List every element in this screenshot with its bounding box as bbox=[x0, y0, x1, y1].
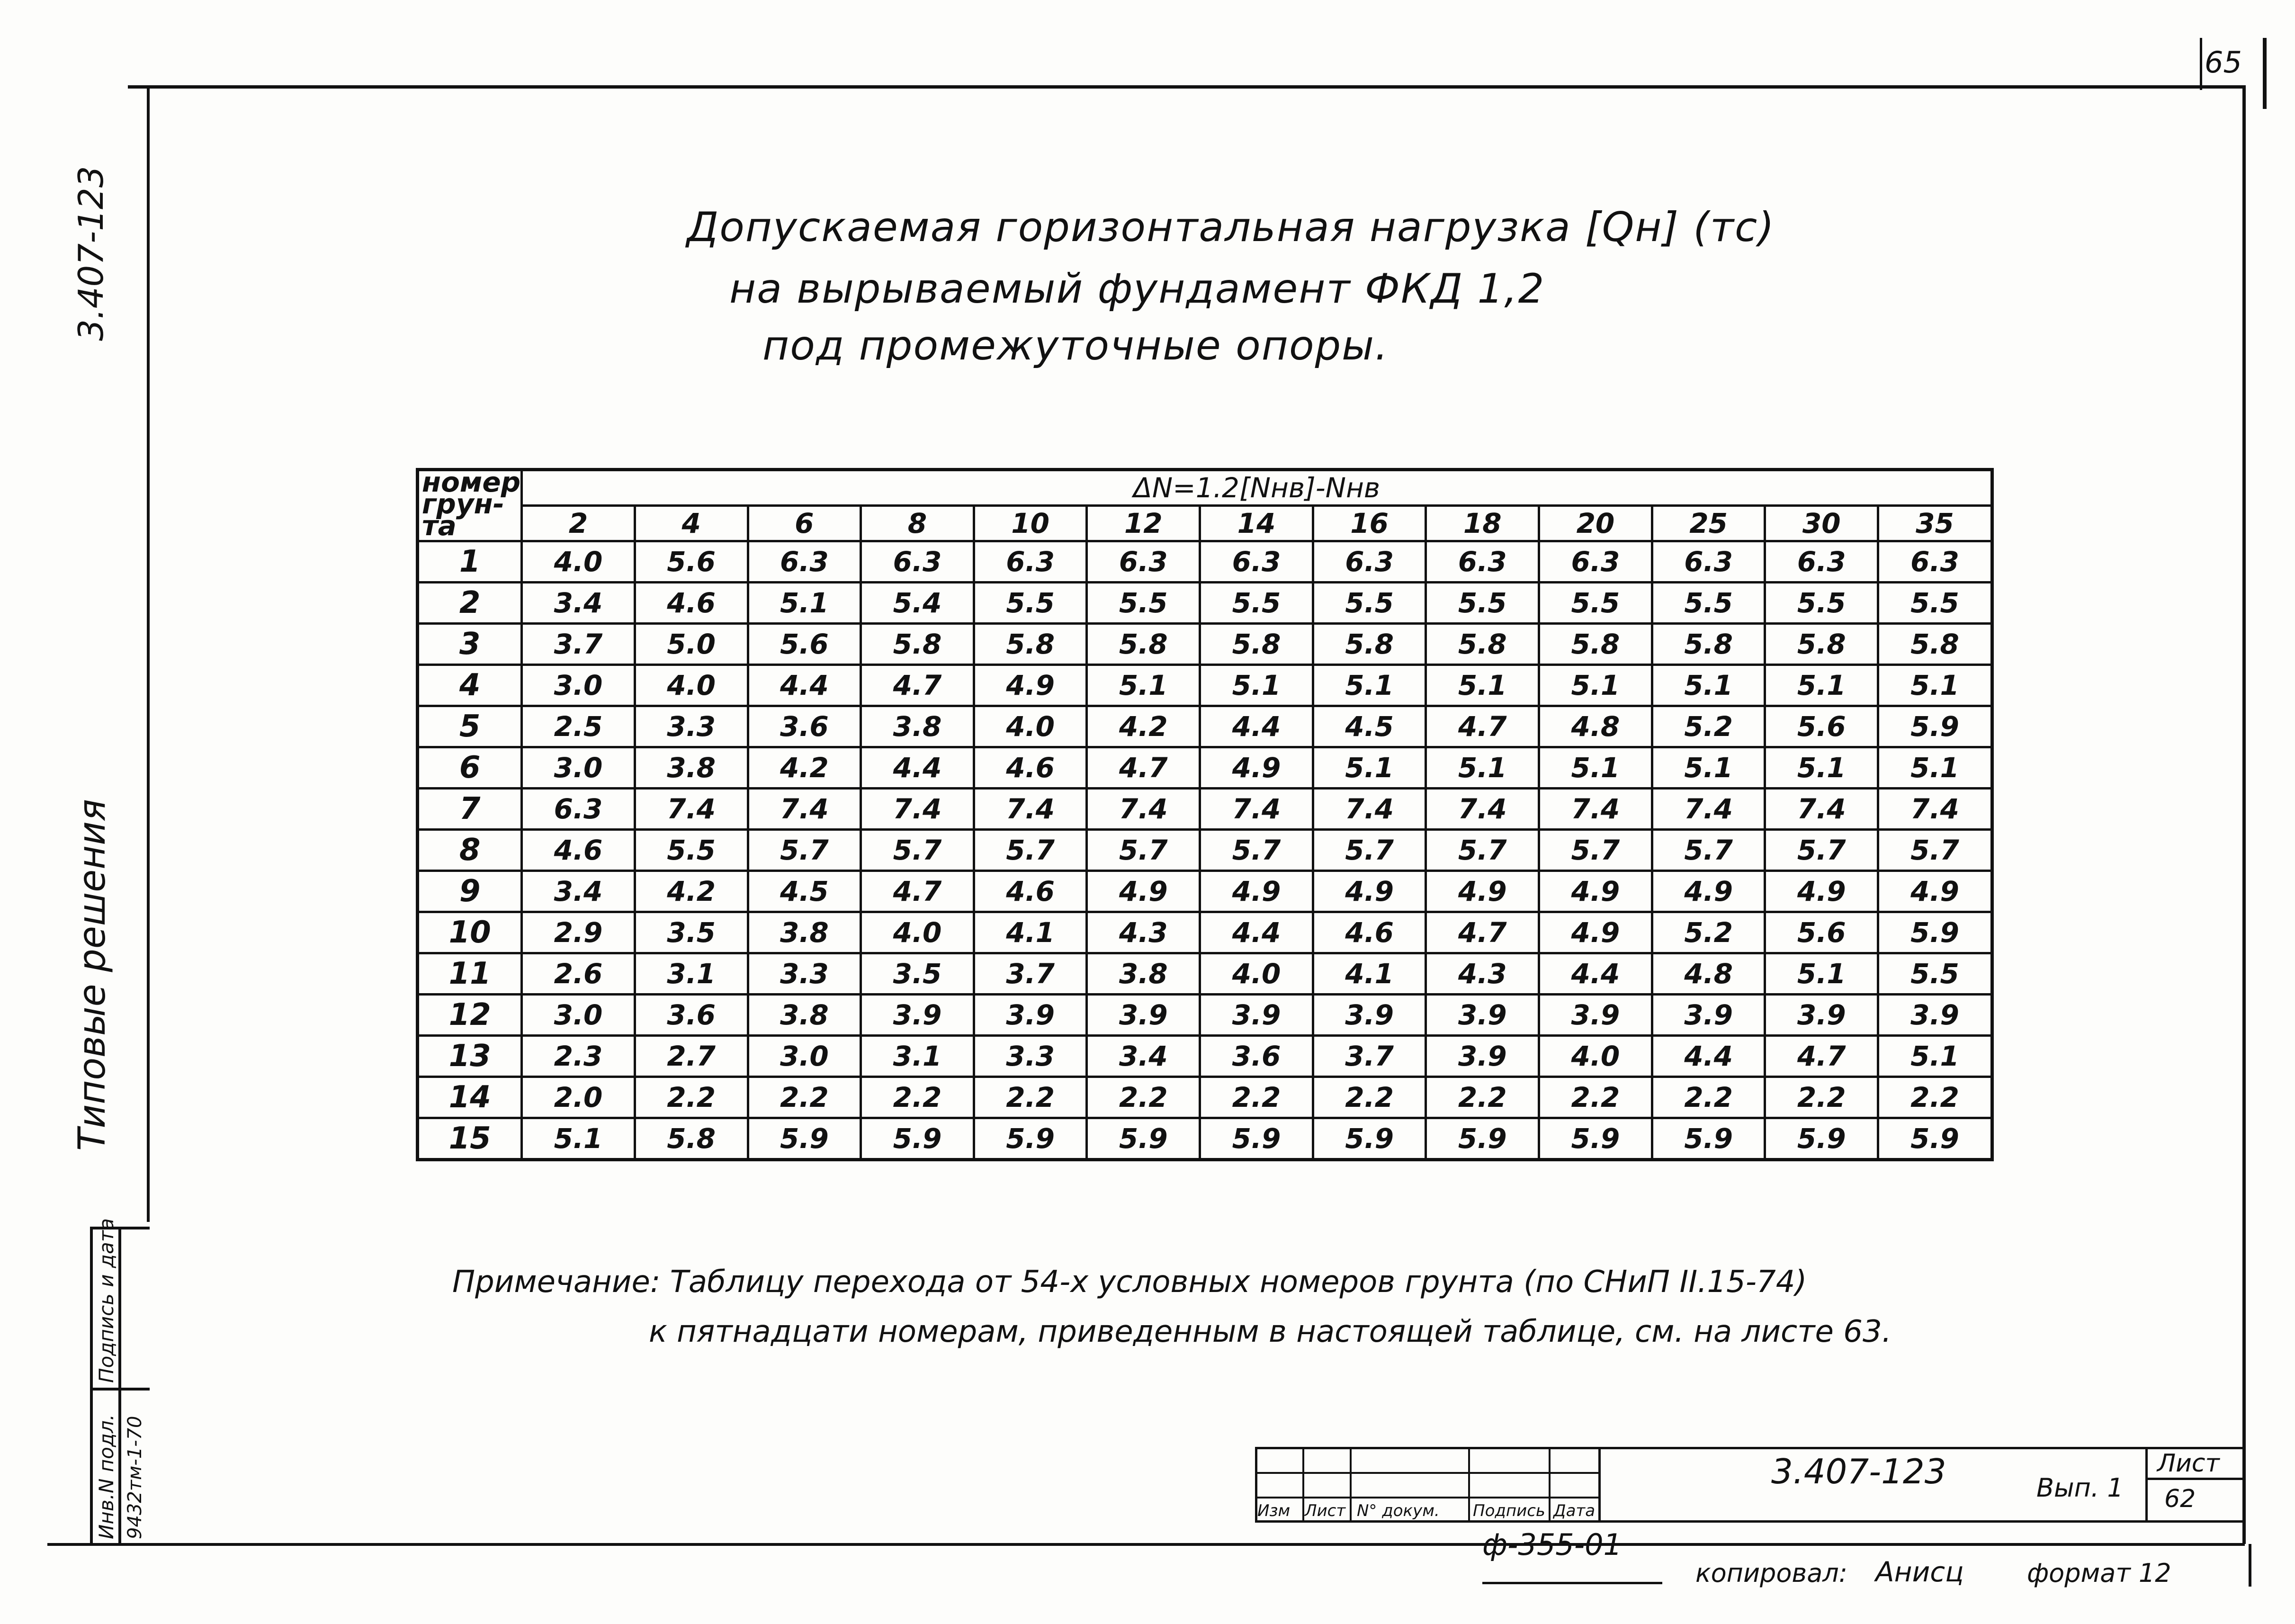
load-value: 5.1 bbox=[1200, 665, 1313, 706]
corner-page-number: 65 bbox=[2205, 45, 2242, 80]
title-block-line bbox=[1302, 1447, 1304, 1523]
load-value: 5.7 bbox=[1426, 830, 1539, 871]
load-value: 5.9 bbox=[1765, 1118, 1878, 1160]
load-value: 6.3 bbox=[1426, 541, 1539, 583]
table-row bbox=[418, 541, 1992, 583]
soil-number: 6 bbox=[418, 747, 522, 789]
soil-number: 10 bbox=[418, 912, 522, 953]
corner-divider bbox=[2200, 38, 2202, 90]
load-value: 2.2 bbox=[1539, 1077, 1652, 1118]
column-header: 6 bbox=[748, 506, 861, 541]
load-value: 7.4 bbox=[1652, 789, 1765, 830]
load-value: 5.5 bbox=[974, 583, 1087, 624]
load-value: 4.0 bbox=[522, 541, 635, 583]
load-value: 5.4 bbox=[861, 583, 974, 624]
load-value: 4.0 bbox=[635, 665, 748, 706]
load-value: 7.4 bbox=[1087, 789, 1200, 830]
load-value: 2.2 bbox=[1878, 1077, 1992, 1118]
load-value: 3.5 bbox=[861, 953, 974, 995]
frame-left-inner bbox=[147, 85, 150, 1222]
load-value: 7.4 bbox=[1313, 789, 1426, 830]
load-value: 4.9 bbox=[1539, 871, 1652, 912]
load-value: 5.1 bbox=[1313, 665, 1426, 706]
load-value: 7.4 bbox=[748, 789, 861, 830]
soil-number: 1 bbox=[418, 541, 522, 583]
col-label: N° докум. bbox=[1357, 1501, 1440, 1520]
load-value: 7.4 bbox=[1765, 789, 1878, 830]
load-value: 6.3 bbox=[1087, 541, 1200, 583]
load-value: 4.9 bbox=[1313, 871, 1426, 912]
load-value: 4.3 bbox=[1426, 953, 1539, 995]
load-value: 5.1 bbox=[1765, 665, 1878, 706]
load-value: 3.8 bbox=[1087, 953, 1200, 995]
load-value: 3.0 bbox=[522, 995, 635, 1036]
load-value: 7.4 bbox=[1539, 789, 1652, 830]
load-value: 4.1 bbox=[1313, 953, 1426, 995]
column-header: 12 bbox=[1087, 506, 1200, 541]
load-value: 4.0 bbox=[974, 706, 1087, 747]
table-row bbox=[418, 624, 1992, 665]
load-value: 6.3 bbox=[1652, 541, 1765, 583]
frame-bottom bbox=[47, 1543, 2245, 1546]
copied-label: копировал: bbox=[1695, 1558, 1847, 1588]
table-row bbox=[418, 747, 1992, 789]
sheet-label: Лист bbox=[2157, 1449, 2220, 1478]
load-value: 3.8 bbox=[748, 995, 861, 1036]
load-value: 3.9 bbox=[861, 995, 974, 1036]
load-value: 5.1 bbox=[1539, 747, 1652, 789]
load-value: 5.9 bbox=[1313, 1118, 1426, 1160]
load-value: 5.9 bbox=[1878, 912, 1992, 953]
load-value: 6.3 bbox=[1878, 541, 1992, 583]
load-value: 5.5 bbox=[1313, 583, 1426, 624]
col-label: Лист bbox=[1305, 1501, 1346, 1520]
table-row bbox=[418, 706, 1992, 747]
load-value: 3.3 bbox=[748, 953, 861, 995]
load-value: 5.9 bbox=[1200, 1118, 1313, 1160]
formula-header: ΔN=1.2[Nнв]-Nнв bbox=[522, 470, 1992, 506]
sheet-number: 62 bbox=[2164, 1485, 2196, 1513]
load-value: 5.1 bbox=[1426, 747, 1539, 789]
archive-underline bbox=[1482, 1582, 1662, 1584]
load-value: 5.5 bbox=[1652, 583, 1765, 624]
load-value: 4.9 bbox=[1765, 871, 1878, 912]
sheet-cell-mid bbox=[2145, 1478, 2245, 1480]
column-header: 10 bbox=[974, 506, 1087, 541]
table-row bbox=[418, 912, 1992, 953]
load-value: 4.4 bbox=[1539, 953, 1652, 995]
load-value: 5.8 bbox=[1313, 624, 1426, 665]
load-value: 5.1 bbox=[1765, 747, 1878, 789]
load-value: 3.7 bbox=[974, 953, 1087, 995]
load-value: 4.6 bbox=[1313, 912, 1426, 953]
stamp-sign-date: Подпись и дата bbox=[95, 1218, 118, 1383]
load-table bbox=[416, 468, 1994, 1161]
load-value: 5.7 bbox=[1878, 830, 1992, 871]
load-value: 3.9 bbox=[1539, 995, 1652, 1036]
load-value: 6.3 bbox=[522, 789, 635, 830]
soil-number: 4 bbox=[418, 665, 522, 706]
load-value: 2.2 bbox=[1652, 1077, 1765, 1118]
load-value: 5.2 bbox=[1652, 706, 1765, 747]
load-value: 3.4 bbox=[522, 871, 635, 912]
title-block-line bbox=[1350, 1447, 1352, 1523]
column-header: 35 bbox=[1878, 506, 1992, 541]
column-header: 4 bbox=[635, 506, 748, 541]
load-value: 4.9 bbox=[1539, 912, 1652, 953]
load-value: 4.2 bbox=[748, 747, 861, 789]
load-value: 5.7 bbox=[1765, 830, 1878, 871]
load-value: 4.7 bbox=[1087, 747, 1200, 789]
stamp-frame bbox=[90, 1227, 93, 1544]
load-value: 3.9 bbox=[1087, 995, 1200, 1036]
load-value: 5.5 bbox=[1539, 583, 1652, 624]
load-value: 7.4 bbox=[974, 789, 1087, 830]
load-value: 3.9 bbox=[1200, 995, 1313, 1036]
table-row bbox=[418, 665, 1992, 706]
table-row bbox=[418, 871, 1992, 912]
corner-divider bbox=[2263, 38, 2267, 109]
load-value: 2.2 bbox=[1426, 1077, 1539, 1118]
column-header: 30 bbox=[1765, 506, 1878, 541]
title-block-line bbox=[1549, 1447, 1551, 1523]
load-value: 2.5 bbox=[522, 706, 635, 747]
stamp-frame bbox=[90, 1388, 150, 1391]
sheet-cell-left bbox=[2145, 1447, 2148, 1523]
load-value: 3.7 bbox=[1313, 1036, 1426, 1077]
column-header: 20 bbox=[1539, 506, 1652, 541]
load-value: 4.2 bbox=[635, 871, 748, 912]
load-value: 2.6 bbox=[522, 953, 635, 995]
load-value: 5.1 bbox=[1652, 747, 1765, 789]
load-value: 4.4 bbox=[748, 665, 861, 706]
table-row bbox=[418, 995, 1992, 1036]
load-value: 4.9 bbox=[1652, 871, 1765, 912]
note-line-2: к пятнадцати номерам, приведенным в настоящей таблице, см. на листе 63. bbox=[649, 1314, 1892, 1349]
load-value: 4.5 bbox=[748, 871, 861, 912]
table-row bbox=[418, 830, 1992, 871]
load-value: 4.8 bbox=[1539, 706, 1652, 747]
issue: Вып. 1 bbox=[2036, 1473, 2124, 1503]
load-value: 4.6 bbox=[522, 830, 635, 871]
load-value: 4.9 bbox=[1087, 871, 1200, 912]
load-value: 5.0 bbox=[635, 624, 748, 665]
load-value: 5.7 bbox=[1087, 830, 1200, 871]
load-value: 6.3 bbox=[1765, 541, 1878, 583]
table-row bbox=[418, 953, 1992, 995]
load-value: 5.2 bbox=[1652, 912, 1765, 953]
load-value: 3.9 bbox=[1652, 995, 1765, 1036]
load-value: 5.7 bbox=[861, 830, 974, 871]
load-value: 5.5 bbox=[1087, 583, 1200, 624]
load-value: 6.3 bbox=[1200, 541, 1313, 583]
load-value: 5.9 bbox=[1652, 1118, 1765, 1160]
frame-top bbox=[128, 85, 2245, 89]
load-value: 3.5 bbox=[635, 912, 748, 953]
col-label: Подпись bbox=[1473, 1501, 1545, 1520]
load-value: 5.1 bbox=[522, 1118, 635, 1160]
copied-name: Анисц bbox=[1875, 1556, 1964, 1588]
format-label: формат 12 bbox=[2027, 1558, 2171, 1588]
load-value: 3.6 bbox=[635, 995, 748, 1036]
load-value: 5.6 bbox=[635, 541, 748, 583]
soil-number: 13 bbox=[418, 1036, 522, 1077]
load-value: 4.7 bbox=[861, 665, 974, 706]
load-value: 2.2 bbox=[748, 1077, 861, 1118]
load-value: 5.9 bbox=[1878, 1118, 1992, 1160]
load-value: 5.6 bbox=[1765, 706, 1878, 747]
load-value: 5.9 bbox=[974, 1118, 1087, 1160]
load-value: 2.7 bbox=[635, 1036, 748, 1077]
column-header: 8 bbox=[861, 506, 974, 541]
load-value: 3.6 bbox=[748, 706, 861, 747]
table-row bbox=[418, 583, 1992, 624]
soil-number: 2 bbox=[418, 583, 522, 624]
load-value: 3.8 bbox=[748, 912, 861, 953]
stamp-frame bbox=[118, 1227, 121, 1544]
load-value: 5.5 bbox=[1200, 583, 1313, 624]
load-value: 5.8 bbox=[1652, 624, 1765, 665]
load-value: 2.2 bbox=[1200, 1077, 1313, 1118]
load-value: 4.6 bbox=[974, 747, 1087, 789]
title-line-2: на вырываемый фундамент ФКД 1,2 bbox=[729, 265, 1545, 313]
load-value: 5.1 bbox=[1878, 747, 1992, 789]
soil-number: 11 bbox=[418, 953, 522, 995]
load-value: 6.3 bbox=[748, 541, 861, 583]
load-value: 5.8 bbox=[1087, 624, 1200, 665]
column-header: 25 bbox=[1652, 506, 1765, 541]
note-line-1: Примечание: Таблицу перехода от 54-х условных номеров грунта (по СНиП II.15-74) bbox=[452, 1265, 1807, 1300]
column-header: 18 bbox=[1426, 506, 1539, 541]
load-value: 4.0 bbox=[1200, 953, 1313, 995]
load-value: 5.8 bbox=[1539, 624, 1652, 665]
load-value: 5.7 bbox=[1652, 830, 1765, 871]
column-header: 16 bbox=[1313, 506, 1426, 541]
load-value: 2.2 bbox=[1765, 1077, 1878, 1118]
load-value: 5.1 bbox=[1087, 665, 1200, 706]
load-value: 5.5 bbox=[1426, 583, 1539, 624]
soil-number: 15 bbox=[418, 1118, 522, 1160]
load-value: 5.5 bbox=[1878, 583, 1992, 624]
load-value: 3.8 bbox=[635, 747, 748, 789]
col-label: Изм bbox=[1257, 1501, 1291, 1520]
load-value: 3.6 bbox=[1200, 1036, 1313, 1077]
load-value: 4.7 bbox=[1765, 1036, 1878, 1077]
load-value: 5.8 bbox=[861, 624, 974, 665]
load-value: 4.9 bbox=[974, 665, 1087, 706]
load-value: 2.3 bbox=[522, 1036, 635, 1077]
soil-number: 9 bbox=[418, 871, 522, 912]
load-value: 2.2 bbox=[1087, 1077, 1200, 1118]
load-value: 5.9 bbox=[1539, 1118, 1652, 1160]
corner-header: номер грун- та bbox=[418, 470, 522, 541]
load-value: 2.2 bbox=[1313, 1077, 1426, 1118]
column-header: 2 bbox=[522, 506, 635, 541]
side-code: 3.407-123 bbox=[71, 166, 111, 341]
load-value: 4.7 bbox=[1426, 912, 1539, 953]
load-value: 5.1 bbox=[1426, 665, 1539, 706]
soil-number: 7 bbox=[418, 789, 522, 830]
load-value: 3.4 bbox=[1087, 1036, 1200, 1077]
load-value: 5.6 bbox=[1765, 912, 1878, 953]
load-value: 4.4 bbox=[1200, 912, 1313, 953]
load-value: 7.4 bbox=[1426, 789, 1539, 830]
load-value: 4.4 bbox=[861, 747, 974, 789]
stamp-inv: Инв.N подл. bbox=[95, 1414, 118, 1539]
load-value: 5.9 bbox=[1087, 1118, 1200, 1160]
load-value: 7.4 bbox=[1878, 789, 1992, 830]
load-value: 5.8 bbox=[1878, 624, 1992, 665]
table-row bbox=[418, 1077, 1992, 1118]
load-value: 6.3 bbox=[1313, 541, 1426, 583]
load-value: 5.8 bbox=[1765, 624, 1878, 665]
load-value: 3.9 bbox=[1878, 995, 1992, 1036]
table-row bbox=[418, 1036, 1992, 1077]
soil-number: 5 bbox=[418, 706, 522, 747]
load-value: 3.9 bbox=[1313, 995, 1426, 1036]
archive-code: ф-355-01 bbox=[1482, 1527, 1622, 1562]
load-value: 4.4 bbox=[1652, 1036, 1765, 1077]
load-value: 5.1 bbox=[1765, 953, 1878, 995]
load-value: 7.4 bbox=[1200, 789, 1313, 830]
load-value: 5.5 bbox=[1765, 583, 1878, 624]
load-value: 4.9 bbox=[1878, 871, 1992, 912]
load-value: 5.1 bbox=[1313, 747, 1426, 789]
table-row bbox=[418, 1118, 1992, 1160]
load-value: 5.7 bbox=[974, 830, 1087, 871]
doc-code: 3.407-123 bbox=[1771, 1452, 1946, 1491]
load-value: 5.1 bbox=[748, 583, 861, 624]
load-value: 5.1 bbox=[1652, 665, 1765, 706]
bottom-right-tick bbox=[2249, 1544, 2251, 1587]
load-value: 4.8 bbox=[1652, 953, 1765, 995]
load-value: 2.2 bbox=[635, 1077, 748, 1118]
load-value: 2.2 bbox=[861, 1077, 974, 1118]
load-value: 6.3 bbox=[861, 541, 974, 583]
load-value: 4.6 bbox=[974, 871, 1087, 912]
load-value: 5.6 bbox=[748, 624, 861, 665]
load-value: 4.1 bbox=[974, 912, 1087, 953]
load-value: 4.6 bbox=[635, 583, 748, 624]
load-value: 4.0 bbox=[1539, 1036, 1652, 1077]
load-value: 5.1 bbox=[1878, 1036, 1992, 1077]
load-value: 5.9 bbox=[1426, 1118, 1539, 1160]
load-value: 3.0 bbox=[522, 747, 635, 789]
column-header: 14 bbox=[1200, 506, 1313, 541]
load-value: 3.9 bbox=[1765, 995, 1878, 1036]
load-value: 4.2 bbox=[1087, 706, 1200, 747]
frame-right bbox=[2242, 85, 2246, 1544]
load-value: 4.7 bbox=[861, 871, 974, 912]
load-value: 5.8 bbox=[635, 1118, 748, 1160]
load-value: 4.4 bbox=[1200, 706, 1313, 747]
soil-number: 3 bbox=[418, 624, 522, 665]
load-value: 3.3 bbox=[974, 1036, 1087, 1077]
load-value: 3.1 bbox=[635, 953, 748, 995]
load-value: 5.8 bbox=[974, 624, 1087, 665]
load-value: 5.9 bbox=[861, 1118, 974, 1160]
load-value: 7.4 bbox=[861, 789, 974, 830]
load-value: 5.5 bbox=[635, 830, 748, 871]
soil-number: 12 bbox=[418, 995, 522, 1036]
load-value: 5.1 bbox=[1878, 665, 1992, 706]
load-value: 5.7 bbox=[748, 830, 861, 871]
load-value: 3.4 bbox=[522, 583, 635, 624]
load-value: 4.7 bbox=[1426, 706, 1539, 747]
load-value: 5.8 bbox=[1426, 624, 1539, 665]
load-value: 4.9 bbox=[1200, 747, 1313, 789]
load-value: 5.7 bbox=[1200, 830, 1313, 871]
load-value: 5.7 bbox=[1313, 830, 1426, 871]
load-value: 4.9 bbox=[1200, 871, 1313, 912]
load-value: 3.1 bbox=[861, 1036, 974, 1077]
col-label: Дата bbox=[1553, 1501, 1596, 1520]
title-block-line bbox=[1468, 1447, 1470, 1523]
table-row bbox=[418, 789, 1992, 830]
load-value: 2.9 bbox=[522, 912, 635, 953]
load-value: 3.9 bbox=[1426, 995, 1539, 1036]
load-value: 6.3 bbox=[974, 541, 1087, 583]
load-value: 3.3 bbox=[635, 706, 748, 747]
load-value: 3.9 bbox=[1426, 1036, 1539, 1077]
load-value: 3.9 bbox=[974, 995, 1087, 1036]
load-value: 5.9 bbox=[748, 1118, 861, 1160]
load-value: 3.8 bbox=[861, 706, 974, 747]
load-value: 4.5 bbox=[1313, 706, 1426, 747]
load-value: 5.8 bbox=[1200, 624, 1313, 665]
stamp-inv-value: 9432тм-1-70 bbox=[124, 1416, 146, 1539]
load-value: 4.9 bbox=[1426, 871, 1539, 912]
load-value: 4.3 bbox=[1087, 912, 1200, 953]
load-value: 5.9 bbox=[1878, 706, 1992, 747]
load-value: 5.5 bbox=[1878, 953, 1992, 995]
load-value: 4.0 bbox=[861, 912, 974, 953]
load-value: 6.3 bbox=[1539, 541, 1652, 583]
load-value: 2.0 bbox=[522, 1077, 635, 1118]
load-value: 5.7 bbox=[1539, 830, 1652, 871]
title-line-3: под промежуточные опоры. bbox=[762, 322, 1389, 369]
load-value: 7.4 bbox=[635, 789, 748, 830]
load-value: 3.7 bbox=[522, 624, 635, 665]
soil-number: 8 bbox=[418, 830, 522, 871]
load-value: 3.0 bbox=[748, 1036, 861, 1077]
load-value: 3.0 bbox=[522, 665, 635, 706]
soil-number: 14 bbox=[418, 1077, 522, 1118]
title-line-1: Допускаемая горизонтальная нагрузка [Qн] (тс) bbox=[687, 204, 1775, 251]
load-value: 2.2 bbox=[974, 1077, 1087, 1118]
load-value: 5.1 bbox=[1539, 665, 1652, 706]
side-label: Типовые решения bbox=[71, 799, 114, 1151]
